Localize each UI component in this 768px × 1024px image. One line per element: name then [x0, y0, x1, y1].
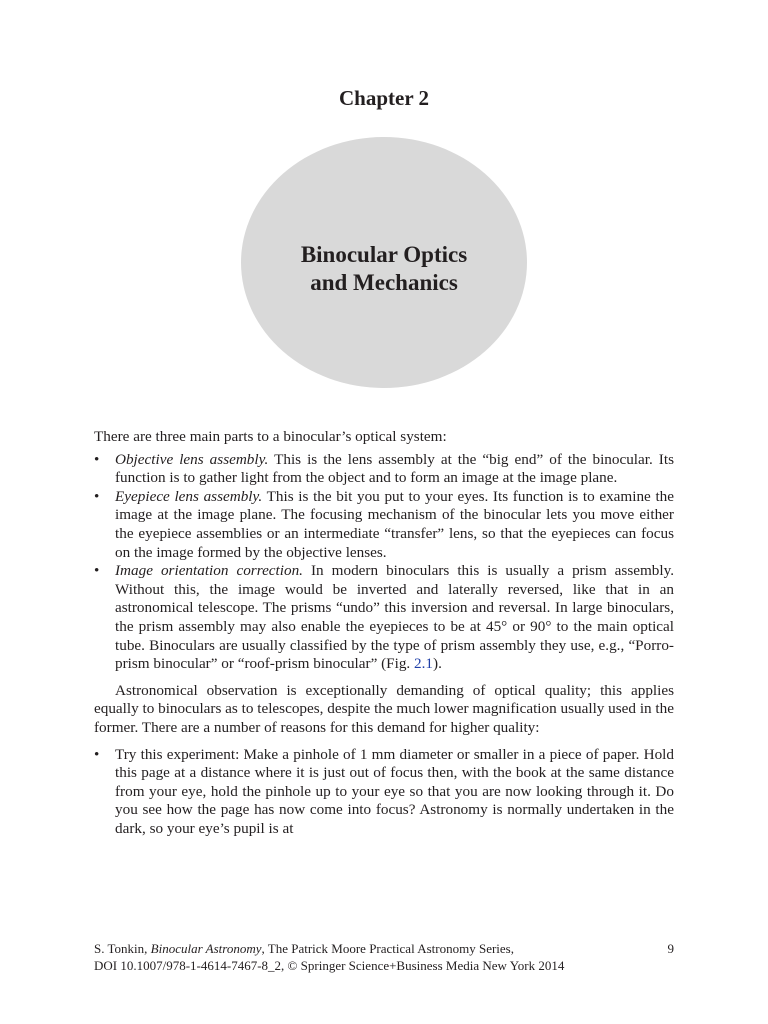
footer-series: , The Patrick Moore Practical Astronomy Series,: [261, 941, 514, 956]
figure-reference-link[interactable]: 2.1: [414, 655, 434, 673]
list-item: [94, 488, 674, 562]
list-item-text: This is the bit you put to your eyes. Its function is to examine the image at the image plane. The focusing mechanism of the binocular lets you move either the eyepiece assemblies or an intermediate “transfer” lens, so that the eyepieces can focus on the image formed by the objective lenses.: [115, 487, 674, 561]
list-item-term: Objective lens assembly.: [115, 450, 269, 468]
list-item-text: This is the lens assembly at the “big end” of the binocular. Its function is to gather light from the object and to form an image at the image plane.: [115, 450, 674, 487]
footer-book-title: Binocular Astronomy: [150, 941, 262, 956]
list-item-text-end: ).: [433, 655, 442, 673]
bullet: •: [94, 745, 100, 763]
chapter-title-ellipse: [241, 137, 527, 388]
doi-line: DOI 10.1007/978-1-4614-7467-8_2, © Springer Science+Business Media New York 2014: [94, 958, 565, 973]
body-text: [94, 428, 674, 838]
bullet: •: [94, 450, 100, 468]
chapter-label: Chapter 2: [338, 86, 430, 110]
chapter-title-line1: Binocular Optics: [300, 241, 468, 267]
list-item-term: Image orientation correction.: [115, 562, 303, 580]
citation-line: [94, 940, 674, 957]
bullet: •: [94, 487, 100, 505]
intro-paragraph: There are three main parts to a binocular’s optical system:: [94, 428, 447, 445]
chapter-title: [301, 241, 467, 297]
footer-author: S. Tonkin,: [94, 941, 151, 956]
list-item: [94, 562, 674, 674]
page-number: 9: [667, 941, 674, 956]
chapter-title-line2: and Mechanics: [310, 269, 458, 295]
optical-parts-list: [94, 451, 674, 674]
list-item-text: Try this experiment: Make a pinhole of 1 mm diameter or smaller in a piece of paper. Hold this page at a distance where it is just out of focus then, with the book at the same distance from your eye, hold the pinhole up to your eye so that you are now looking through it. Do you see how the page has now come into focus? Astronomy is normally undertaken in the dark, so your eye’s pupil is at: [115, 745, 674, 837]
list-item: [94, 746, 674, 839]
reasons-list: [94, 746, 674, 839]
paragraph: Astronomical observation is exceptionally demanding of optical quality; this applies equally to binoculars as to telescopes, despite the much lower magnification usually used in the former. There are a number of reasons for this demand for higher quality:: [94, 681, 674, 736]
list-item-term: Eyepiece lens assembly.: [115, 487, 263, 505]
page-footer: [94, 940, 674, 974]
list-item: [94, 451, 674, 488]
list-item-text: In modern binoculars this is usually a prism assembly. Without this, the image would be inverted and laterally reversed, like that in an astronomical telescope. The prisms “undo” this inversion and reversal. In large binoculars, the prism assembly may also enable the eyepieces to be at 45° or 90° to the main optical tube. Binoculars are usually classified by the type of prism assembly they use, e.g., “Porro-prism binocular” or “roof-prism binocular” (Fig.: [115, 562, 675, 673]
bullet: •: [94, 562, 100, 580]
